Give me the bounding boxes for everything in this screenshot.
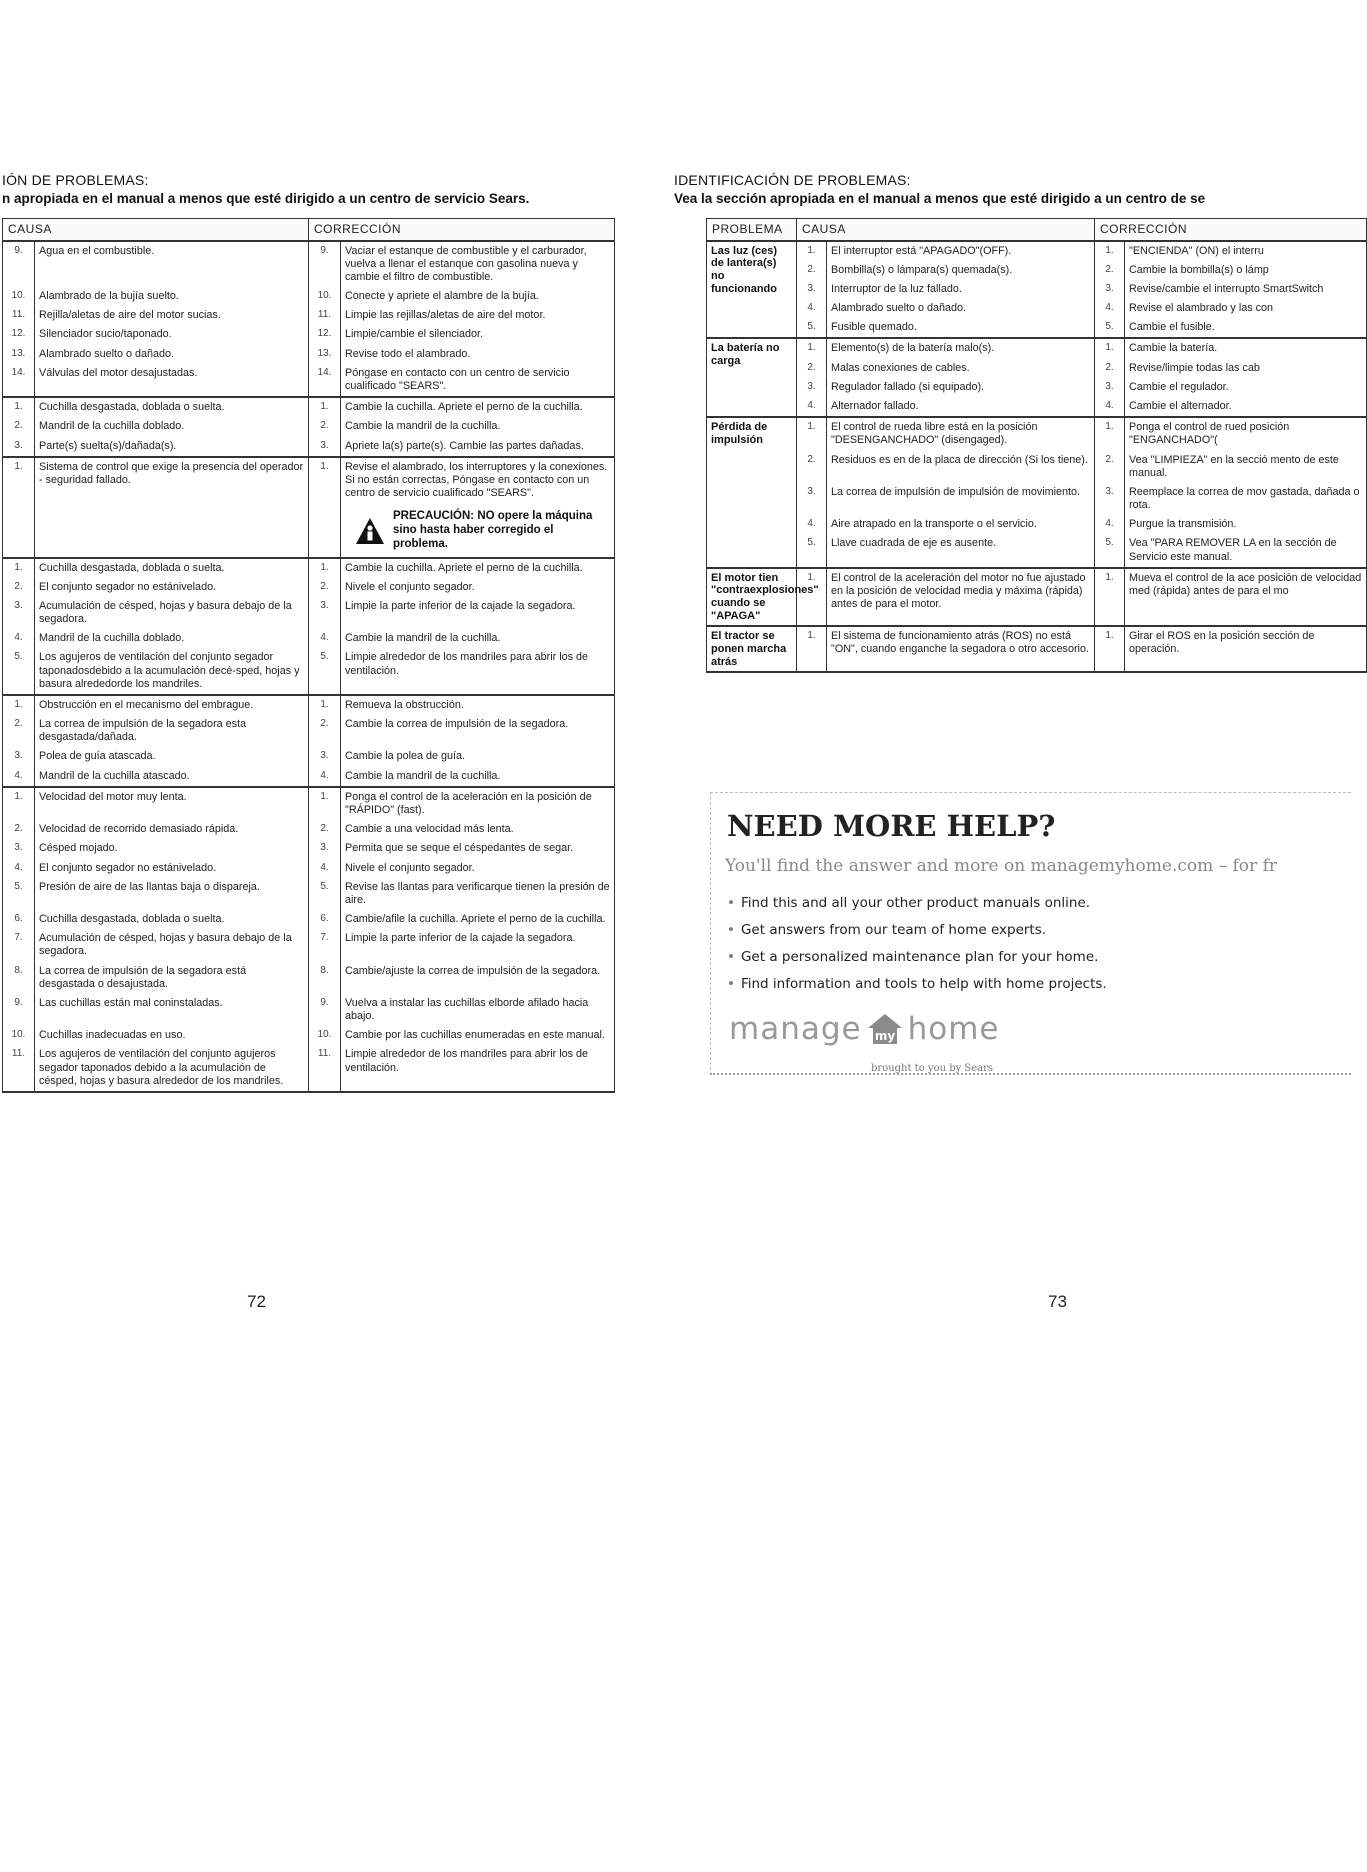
cause-number: 2.: [3, 715, 35, 747]
cause-number: 1.: [797, 568, 827, 627]
correction-cell: [341, 962, 615, 994]
correction-text: Cambie la mandril de la cuchilla.: [345, 420, 501, 433]
table-row: [3, 629, 615, 648]
cause-number: 8.: [3, 962, 35, 994]
table-row: [707, 318, 1367, 338]
cause-number: 3.: [797, 378, 827, 397]
cause-text: Elemento(s) de la batería malo(s).: [827, 338, 1095, 358]
cause-text: Cuchilla desgastada, doblada o suelta.: [35, 397, 309, 417]
correction-text: Cambie el fusible.: [1125, 318, 1367, 338]
correction-text: Limpie alrededor de los mandriles para abrir los de ventilación.: [345, 651, 589, 677]
correction-cell: [341, 787, 615, 820]
cause-number: 4.: [797, 515, 827, 534]
correction-text: Revise las llantas para verificarque tienen la presión de aire.: [345, 880, 610, 906]
correction-text: Vea "LIMPIEZA" en la secció mento de este manual.: [1125, 451, 1367, 483]
cause-text: El control de la aceleración del motor no fue ajustado en la posición de velocidad media y máxima (rápida) antes de para el motor.: [827, 568, 1095, 627]
cause-text: El conjunto segador no estánivelado.: [35, 578, 309, 597]
table-row: [3, 364, 615, 397]
cause-text: El control de rueda libre está en la posición "DESENGANCHADO" (disengaged).: [827, 417, 1095, 450]
table-row: [3, 929, 615, 961]
correction-text: Vuelva a instalar las cuchillas elborde afilado hacia abajo.: [345, 996, 589, 1023]
correction-text: Remueva la obstrucción.: [345, 698, 464, 711]
cause-text: Los agujeros de ventilación del conjunto agujeros segador taponados debido a la acumulación de césped, hojas y basura alrededor de los mandriles.: [35, 1045, 309, 1092]
correction-text: Cambie la cuchilla. Apriete el perno de la cuchilla.: [345, 561, 583, 574]
correction-number: 3.: [309, 839, 341, 858]
page-72: [0, 0, 662, 1872]
cause-number: 3.: [3, 437, 35, 457]
problem-label: La batería no carga: [707, 338, 797, 417]
cause-text: Cuchilla desgastada, doblada o suelta.: [35, 910, 309, 929]
cause-number: 9.: [3, 994, 35, 1026]
cause-number: 14.: [3, 364, 35, 397]
cause-number: 4.: [3, 859, 35, 878]
correction-number: 1.: [309, 695, 341, 715]
correction-cell: [341, 558, 615, 578]
correction-text: Vaciar el estanque de combustible y el carburador, vuelva a llenar el estanque con gasolina nueva y cambie el filtro de combustible.: [345, 244, 587, 283]
table-row: [3, 345, 615, 364]
correction-text: Limpie/cambie el silenciador.: [345, 328, 484, 341]
table-row: [707, 397, 1367, 417]
cause-number: 10.: [3, 1026, 35, 1045]
cause-number: 3.: [3, 747, 35, 766]
troubleshooting-table-left: [2, 218, 615, 1093]
left-subheading: n apropiada en el manual a menos que esté dirigido a un centro de servicio Sears.: [2, 191, 530, 206]
table-row: [3, 715, 615, 747]
correction-text: Revise todo el alambrado.: [345, 347, 471, 360]
table-row: [3, 457, 615, 558]
table-row: [3, 878, 615, 910]
cause-number: 1.: [3, 787, 35, 820]
correction-text: Cambie la bombilla(s) o lámp: [1125, 261, 1367, 280]
correction-text: "ENCIENDA" (ON) el interru: [1125, 241, 1367, 261]
cause-number: 2.: [797, 359, 827, 378]
correction-text: Revise el alambrado y las con: [1125, 299, 1367, 318]
correction-number: 13.: [309, 345, 341, 364]
help-bullet: • Get answers from our team of home experts.: [727, 922, 1107, 949]
cause-number: 5.: [3, 878, 35, 910]
correction-number: 5.: [1095, 534, 1125, 567]
help-bullet-list: [727, 895, 1107, 1003]
cause-text: Alternador fallado.: [827, 397, 1095, 417]
correction-number: 9.: [309, 994, 341, 1026]
cause-text: Acumulación de césped, hojas y basura debajo de la segadora.: [35, 597, 309, 629]
warning-icon: [355, 516, 385, 546]
correction-cell: [341, 325, 615, 344]
page-73: [662, 0, 1362, 1872]
column-header-correccion: CORRECCIÓN: [1095, 219, 1367, 241]
correction-number: 1.: [1095, 568, 1125, 627]
correction-number: 4.: [1095, 397, 1125, 417]
correction-text: Revise el alambrado, los interruptores y la conexiones. Si no están correctas, Póngase en contacto con un centro de servicio cualificado "SEARS".: [345, 460, 608, 500]
correction-number: 5.: [309, 878, 341, 910]
correction-cell: [341, 629, 615, 648]
cause-number: 2.: [797, 261, 827, 280]
correction-text: Purgue la transmisión.: [1125, 515, 1367, 534]
left-heading: IÓN DE PROBLEMAS:: [2, 172, 149, 188]
cause-number: 1.: [797, 417, 827, 450]
help-bullet: • Get a personalized maintenance plan for your home.: [727, 949, 1107, 976]
correction-number: 2.: [309, 417, 341, 436]
correction-text: Cambie el alternador.: [1125, 397, 1367, 417]
table-row: [3, 648, 615, 695]
cause-text: La correa de impulsión de impulsión de movimiento.: [827, 483, 1095, 515]
correction-text: Nivele el conjunto segador.: [345, 861, 475, 874]
cause-number: 10.: [3, 287, 35, 306]
help-title: NEED MORE HELP?: [727, 809, 1056, 843]
correction-number: 1.: [309, 787, 341, 820]
correction-text: Cambie/ajuste la correa de impulsión de la segadora.: [345, 964, 601, 977]
correction-cell: [341, 364, 615, 397]
cause-number: 1.: [3, 397, 35, 417]
help-bullet: • Find information and tools to help with home projects.: [727, 976, 1107, 1003]
cause-text: Válvulas del motor desajustadas.: [35, 364, 309, 397]
logo-word-manage: manage: [729, 1011, 862, 1047]
caution-note: [355, 510, 610, 551]
cause-text: Velocidad de recorrido demasiado rápida.: [35, 820, 309, 839]
column-header-correccion: CORRECCIÓN: [309, 219, 615, 241]
correction-text: Conecte y apriete el alambre de la bujía.: [345, 290, 539, 303]
cause-text: Polea de guía atascada.: [35, 747, 309, 766]
cause-number: 6.: [3, 910, 35, 929]
cause-number: 4.: [3, 629, 35, 648]
correction-cell: [341, 1026, 615, 1045]
correction-text: Cambie la mandril de la cuchilla.: [345, 769, 501, 782]
problem-label: El motor tien "contraexplosiones" cuando se "APAGA": [707, 568, 797, 627]
table-row: [3, 578, 615, 597]
logo-word-my: my: [874, 1029, 895, 1043]
table-row: [3, 747, 615, 766]
table-row: [3, 597, 615, 629]
logo-word-home: home: [907, 1011, 1000, 1047]
correction-number: 7.: [309, 929, 341, 961]
correction-cell: [341, 859, 615, 878]
correction-cell: [341, 839, 615, 858]
correction-cell: [341, 695, 615, 715]
correction-text: Apriete la(s) parte(s). Cambie las partes dañadas.: [345, 439, 584, 452]
correction-number: 9.: [309, 241, 341, 288]
correction-cell: [341, 397, 615, 417]
table-row: [3, 859, 615, 878]
correction-text: Limpie alrededor de los mandriles para abrir los de ventilación.: [345, 1048, 589, 1074]
correction-number: 4.: [309, 859, 341, 878]
table-row: [707, 534, 1367, 567]
correction-number: 4.: [309, 629, 341, 648]
cause-number: 2.: [797, 451, 827, 483]
table-row: [707, 626, 1367, 672]
table-row: [3, 695, 615, 715]
column-header-causa: CAUSA: [3, 219, 309, 241]
cause-number: 2.: [3, 578, 35, 597]
correction-text: Ponga el control de rued posición "ENGANCHADO"(: [1125, 417, 1367, 450]
table-row: [3, 767, 615, 787]
correction-text: Permita que se seque el céspedantes de segar.: [345, 842, 574, 855]
correction-number: 10.: [309, 1026, 341, 1045]
correction-number: 11.: [309, 306, 341, 325]
column-header-causa: CAUSA: [797, 219, 1095, 241]
table-row: [707, 338, 1367, 358]
correction-text: Revise/limpie todas las cab: [1125, 359, 1367, 378]
correction-cell: [341, 715, 615, 747]
table-row: [3, 910, 615, 929]
right-subheading: Vea la sección apropiada en el manual a menos que esté dirigido a un centro de se: [674, 191, 1206, 206]
cause-text: Residuos es en de la placa de dirección (Si los tiene).: [827, 451, 1095, 483]
cause-text: Los agujeros de ventilación del conjunto segador taponadosdebido a la acumulación decé-sped, hojas y basura alrededorde los mandriles.: [35, 648, 309, 695]
cause-text: Mandril de la cuchilla atascado.: [35, 767, 309, 787]
cause-text: Cuchilla desgastada, doblada o suelta.: [35, 558, 309, 578]
cause-text: Alambrado de la bujía suelto.: [35, 287, 309, 306]
table-row: [707, 451, 1367, 483]
table-row: [3, 241, 615, 288]
correction-number: 2.: [309, 578, 341, 597]
problem-label: Las luz (ces) de lantera(s) no funcionando: [707, 241, 797, 339]
correction-number: 11.: [309, 1045, 341, 1092]
correction-text: Cambie a una velocidad más lenta.: [345, 823, 514, 836]
correction-number: 1.: [1095, 241, 1125, 261]
table-row: [3, 962, 615, 994]
table-row: [3, 306, 615, 325]
correction-number: 2.: [1095, 261, 1125, 280]
table-row: [3, 397, 615, 417]
cause-number: 1.: [797, 241, 827, 261]
cause-text: Rejilla/aletas de aire del motor sucias.: [35, 306, 309, 325]
correction-text: Cambie la batería.: [1125, 338, 1367, 358]
cause-number: 2.: [3, 820, 35, 839]
cause-number: 4.: [797, 299, 827, 318]
correction-number: 6.: [309, 910, 341, 929]
cause-text: Velocidad del motor muy lenta.: [35, 787, 309, 820]
cause-text: Aire atrapado en la transporte o el servicio.: [827, 515, 1095, 534]
correction-cell: [341, 417, 615, 436]
cause-text: Regulador fallado (si equipado).: [827, 378, 1095, 397]
table-row: [3, 839, 615, 858]
page-number: 72: [247, 1292, 266, 1311]
table-row: [707, 417, 1367, 450]
table-row: [707, 483, 1367, 515]
table-row: [707, 280, 1367, 299]
troubleshooting-table-right: [706, 218, 1367, 673]
correction-number: 1.: [309, 457, 341, 558]
correction-text: Reemplace la correa de mov gastada, dañada o rota.: [1125, 483, 1367, 515]
cause-text: Alambrado suelto o dañado.: [35, 345, 309, 364]
correction-number: 4.: [1095, 515, 1125, 534]
cause-text: Agua en el combustible.: [35, 241, 309, 288]
cause-number: 13.: [3, 345, 35, 364]
table-row: [707, 568, 1367, 627]
correction-number: 2.: [309, 820, 341, 839]
cause-text: Césped mojado.: [35, 839, 309, 858]
managemyhome-logo: [729, 1011, 999, 1047]
cause-text: Bombilla(s) o lámpara(s) quemada(s).: [827, 261, 1095, 280]
page-number: 73: [1048, 1292, 1067, 1311]
correction-number: 2.: [1095, 451, 1125, 483]
correction-text: Mueva el control de la ace posición de velocidad med (rápida) antes de para el mo: [1125, 568, 1367, 627]
table-row: [3, 820, 615, 839]
correction-number: 3.: [1095, 483, 1125, 515]
correction-number: 1.: [309, 558, 341, 578]
table-row: [707, 378, 1367, 397]
column-header-problema: PROBLEMA: [707, 219, 797, 241]
correction-number: 1.: [1095, 417, 1125, 450]
correction-number: 5.: [1095, 318, 1125, 338]
cause-text: Mandril de la cuchilla doblado.: [35, 417, 309, 436]
table-row: [3, 325, 615, 344]
cause-text: Sistema de control que exige la presencia del operador - seguridad fallado.: [35, 457, 309, 558]
correction-number: 3.: [1095, 280, 1125, 299]
correction-text: Cambie la mandril de la cuchilla.: [345, 632, 501, 645]
correction-text: Cambie la cuchilla. Apriete el perno de la cuchilla.: [345, 401, 583, 414]
cause-number: 3.: [797, 483, 827, 515]
correction-cell: [341, 306, 615, 325]
correction-number: 3.: [1095, 378, 1125, 397]
table-row: [707, 515, 1367, 534]
correction-cell: [341, 241, 615, 288]
cause-text: La correa de impulsión de la segadora está desgastada o desajustada.: [35, 962, 309, 994]
correction-number: 1.: [1095, 626, 1125, 672]
cause-text: Interruptor de la luz fallado.: [827, 280, 1095, 299]
cause-number: 2.: [3, 417, 35, 436]
table-row: [3, 994, 615, 1026]
cause-number: 5.: [3, 648, 35, 695]
cause-number: 1.: [3, 457, 35, 558]
correction-number: 5.: [309, 648, 341, 695]
cause-number: 4.: [797, 397, 827, 417]
cause-number: 5.: [797, 318, 827, 338]
correction-text: Girar el ROS en la posición sección de operación.: [1125, 626, 1367, 672]
correction-cell: [341, 437, 615, 457]
cause-text: Alambrado suelto o dañado.: [827, 299, 1095, 318]
table-row: [3, 417, 615, 436]
table-row: [707, 359, 1367, 378]
help-subtitle: You'll find the answer and more on managemyhome.com – for fr: [725, 856, 1277, 876]
table-row: [707, 241, 1367, 261]
cause-number: 1.: [797, 626, 827, 672]
correction-number: 2.: [1095, 359, 1125, 378]
cause-text: Presión de aire de las llantas baja o dispareja.: [35, 878, 309, 910]
correction-cell: [341, 929, 615, 961]
correction-cell: [341, 1045, 615, 1092]
correction-cell: [341, 878, 615, 910]
table-row: [3, 437, 615, 457]
cause-text: El conjunto segador no estánivelado.: [35, 859, 309, 878]
correction-cell: [341, 457, 615, 558]
cause-number: 5.: [797, 534, 827, 567]
cause-number: 11.: [3, 306, 35, 325]
correction-text: Cambie por las cuchillas enumeradas en este manual.: [345, 1029, 605, 1042]
help-bullet: • Find this and all your other product manuals online.: [727, 895, 1107, 922]
correction-text: Nivele el conjunto segador.: [345, 580, 475, 593]
cause-text: Malas conexiones de cables.: [827, 359, 1095, 378]
correction-cell: [341, 648, 615, 695]
cause-number: 1.: [797, 338, 827, 358]
correction-number: 10.: [309, 287, 341, 306]
correction-text: Póngase en contacto con un centro de servicio cualificado "SEARS".: [345, 366, 570, 392]
logo-tagline: brought to you by Sears: [871, 1063, 994, 1074]
cause-text: El sistema de funcionamiento atrás (ROS) no está "ON", cuando enganche la segadora o otro accesorio.: [827, 626, 1095, 672]
table-row: [3, 558, 615, 578]
correction-cell: [341, 767, 615, 787]
cause-number: 1.: [3, 695, 35, 715]
cause-number: 3.: [3, 597, 35, 629]
correction-number: 8.: [309, 962, 341, 994]
cause-number: 12.: [3, 325, 35, 344]
cause-text: El interruptor está "APAGADO"(OFF).: [827, 241, 1095, 261]
correction-text: Vea "PARA REMOVER LA en la sección de Servicio este manual.: [1125, 534, 1367, 567]
correction-cell: [341, 910, 615, 929]
house-icon: [866, 1012, 904, 1046]
correction-text: Limpie las rejillas/aletas de aire del motor.: [345, 309, 546, 322]
correction-cell: [341, 747, 615, 766]
correction-cell: [341, 820, 615, 839]
cause-number: 3.: [797, 280, 827, 299]
correction-number: 14.: [309, 364, 341, 397]
table-row: [707, 261, 1367, 280]
cause-text: Cuchillas inadecuadas en uso.: [35, 1026, 309, 1045]
table-row: [3, 787, 615, 820]
right-heading: IDENTIFICACIÓN DE PROBLEMAS:: [674, 172, 911, 188]
correction-number: 2.: [309, 715, 341, 747]
caution-text: PRECAUCIÓN: NO opere la máquina sino hasta haber corregido el problema.: [393, 510, 593, 550]
table-row: [3, 1045, 615, 1092]
correction-text: Cambie la polea de guía.: [345, 750, 466, 763]
cause-number: 7.: [3, 929, 35, 961]
cause-number: 1.: [3, 558, 35, 578]
correction-number: 1.: [309, 397, 341, 417]
cause-text: Las cuchillas están mal coninstaladas.: [35, 994, 309, 1026]
correction-text: Revise/cambie el interrupto SmartSwitch: [1125, 280, 1367, 299]
table-row: [3, 1026, 615, 1045]
cause-number: 9.: [3, 241, 35, 288]
cause-text: Silenciador sucio/taponado.: [35, 325, 309, 344]
cause-text: Llave cuadrada de eje es ausente.: [827, 534, 1095, 567]
table-row: [3, 287, 615, 306]
correction-cell: [341, 597, 615, 629]
need-more-help-box: [710, 792, 1351, 1075]
cause-number: 11.: [3, 1045, 35, 1092]
correction-number: 1.: [1095, 338, 1125, 358]
cause-text: Acumulación de césped, hojas y basura debajo de la segadora.: [35, 929, 309, 961]
correction-number: 4.: [309, 767, 341, 787]
correction-text: Limpie la parte inferior de la cajade la segadora.: [345, 599, 576, 612]
cause-text: Parte(s) suelta(s)/dañada(s).: [35, 437, 309, 457]
correction-number: 12.: [309, 325, 341, 344]
correction-cell: [341, 994, 615, 1026]
cause-text: Mandril de la cuchilla doblado.: [35, 629, 309, 648]
problem-label: Pérdida de impulsión: [707, 417, 797, 568]
cause-text: Fusible quemado.: [827, 318, 1095, 338]
correction-cell: [341, 578, 615, 597]
cause-number: 4.: [3, 767, 35, 787]
cause-text: Obstrucción en el mecanismo del embrague.: [35, 695, 309, 715]
correction-text: Cambie la correa de impulsión de la segadora.: [345, 718, 569, 731]
table-row: [707, 299, 1367, 318]
correction-cell: [341, 287, 615, 306]
correction-number: 4.: [1095, 299, 1125, 318]
correction-text: Ponga el control de la aceleración en la posición de "RÁPIDO" (fast).: [345, 790, 592, 816]
cause-text: La correa de impulsión de la segadora esta desgastada/dañada.: [35, 715, 309, 747]
correction-number: 3.: [309, 747, 341, 766]
correction-cell: [341, 345, 615, 364]
correction-text: Limpie la parte inferior de la cajade la segadora.: [345, 932, 576, 945]
problem-label: El tractor se ponen marcha atrás: [707, 626, 797, 672]
cause-number: 3.: [3, 839, 35, 858]
correction-text: Cambie/afile la cuchilla. Apriete el perno de la cuchilla.: [345, 913, 606, 926]
correction-number: 3.: [309, 597, 341, 629]
correction-number: 3.: [309, 437, 341, 457]
correction-text: Cambie el regulador.: [1125, 378, 1367, 397]
